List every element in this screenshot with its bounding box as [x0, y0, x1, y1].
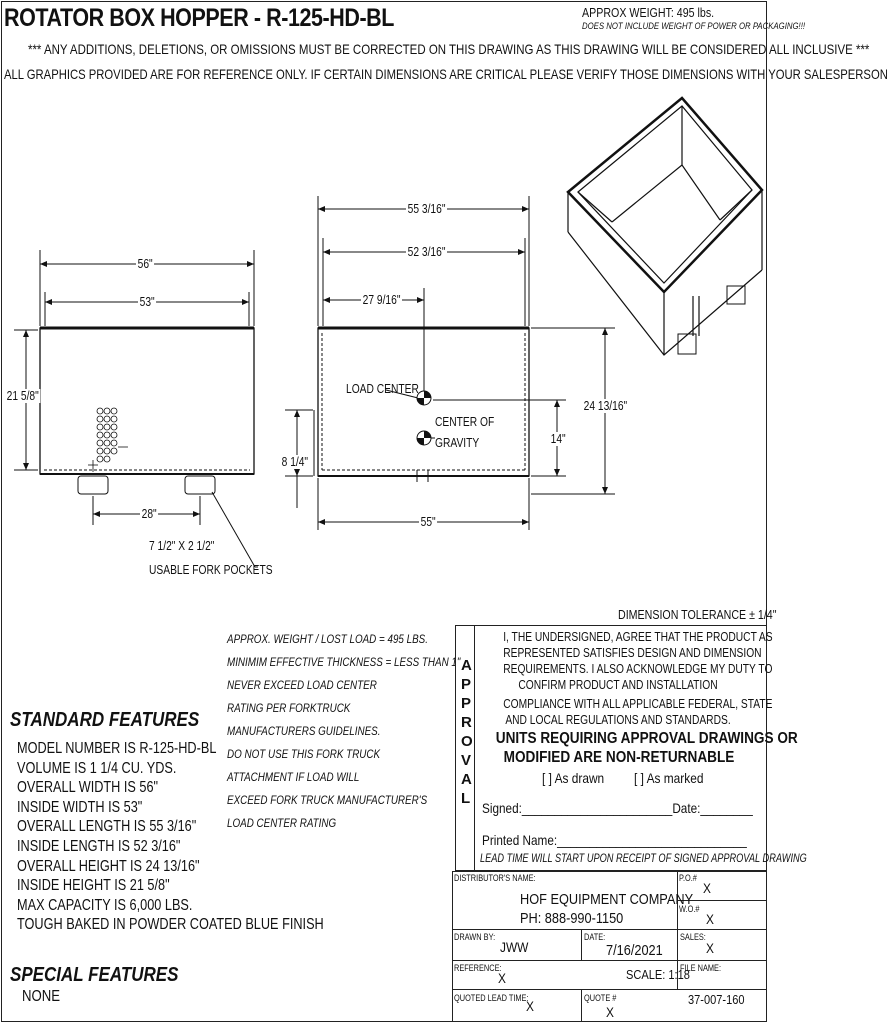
wo-label: W.O.# — [679, 904, 700, 914]
feature-item: VOLUME IS 1 1/4 CU. YDS. — [17, 759, 177, 777]
quote-label: QUOTE # — [584, 993, 617, 1003]
note-line: NEVER EXCEED LOAD CENTER — [227, 678, 377, 692]
feature-item: OVERALL HEIGHT IS 24 13/16" — [17, 857, 200, 875]
distributor-label: DISTRIBUTOR'S NAME: — [454, 873, 536, 883]
dim-overall-width: 56" — [137, 257, 153, 271]
dim-base-height: 8 1/4" — [281, 455, 309, 469]
special-features-heading: SPECIAL FEATURES — [10, 964, 179, 986]
fork-pocket-size: 7 1/2" X 2 1/2" — [149, 539, 215, 553]
quoted-lead-time-label: QUOTED LEAD TIME: — [454, 993, 529, 1003]
approval-letter: O — [461, 733, 473, 750]
special-features-value: NONE — [22, 988, 61, 1005]
po-label: P.O.# — [679, 873, 697, 883]
note-line: APPROX. WEIGHT / LOST LOAD = 495 LBS. — [227, 632, 428, 646]
quoted-lead-time-value: X — [526, 998, 534, 1014]
note-line: MINIMIM EFFECTIVE THICKNESS = LESS THAN 1" — [227, 655, 461, 669]
approx-weight: APPROX WEIGHT: 495 lbs. — [582, 5, 715, 20]
dim-pocket-spacing: 28" — [141, 507, 157, 521]
approval-letter: V — [461, 752, 472, 769]
as-drawn-checkbox[interactable]: [ ] As drawn — [542, 770, 605, 786]
feature-item: INSIDE LENGTH IS 52 3/16" — [17, 837, 181, 855]
note-line: LOAD CENTER RATING — [227, 816, 337, 830]
sales-label: SALES: — [680, 932, 706, 942]
feature-item: MAX CAPACITY IS 6,000 LBS. — [17, 896, 193, 914]
feature-item: OVERALL WIDTH IS 56" — [17, 779, 159, 797]
note-line: RATING PER FORKTRUCK — [227, 701, 351, 715]
sales-value: X — [706, 940, 714, 956]
inclusive-notice: *** ANY ADDITIONS, DELETIONS, OR OMISSIONS MUST BE CORRECTED ON THIS DRAWING AS THIS DRAWING WILL BE CONSIDERED ALL INCLUSIVE *** — [28, 41, 870, 57]
load-center-mark — [417, 391, 431, 405]
weight-note: DOES NOT INCLUDE WEIGHT OF POWER OR PACKAGING!!! — [582, 21, 806, 32]
signature-field[interactable]: Signed:_______________________Date:________ — [482, 800, 753, 816]
note-line: EXCEED FORK TRUCK MANUFACTURER'S — [227, 793, 428, 807]
approval-statement-line: I, THE UNDERSIGNED, AGREE THAT THE PRODUCT AS — [503, 630, 773, 644]
note-line: ATTACHMENT IF LOAD WILL — [227, 770, 360, 784]
distributor-phone: PH: 888-990-1150 — [520, 910, 624, 927]
note-line: MANUFACTURERS GUIDELINES. — [227, 724, 381, 738]
dim-base-length: 55" — [420, 515, 436, 529]
printed-name-field[interactable]: Printed Name:_____________________________ — [482, 832, 747, 848]
load-center-label: LOAD CENTER — [346, 382, 419, 396]
approval-letter: A — [461, 771, 472, 788]
as-marked-checkbox[interactable]: [ ] As marked — [634, 770, 704, 786]
approval-letter: P — [461, 695, 472, 712]
approval-statement-line: REQUIREMENTS. I ALSO ACKNOWLEDGE MY DUTY TO — [503, 662, 773, 676]
note-line: DO NOT USE THIS FORK TRUCK — [227, 747, 381, 761]
lead-time-note: LEAD TIME WILL START UPON RECEIPT OF SIGNED APPROVAL DRAWING — [480, 853, 807, 865]
drawing-title: ROTATOR BOX HOPPER - R-125-HD-BL — [4, 4, 394, 32]
approval-warning-line2: MODIFIED ARE NON-RETURNABLE — [503, 749, 735, 766]
feature-item: INSIDE HEIGHT IS 21 5/8" — [17, 877, 170, 895]
approval-letter: R — [461, 714, 472, 731]
cog-label-line1: CENTER OF — [435, 415, 495, 429]
scale-value: SCALE: 1:18 — [626, 967, 690, 982]
feature-item: INSIDE WIDTH IS 53" — [17, 798, 143, 816]
cog-label-line2: GRAVITY — [435, 436, 480, 450]
po-value: X — [703, 880, 711, 896]
quote-value: X — [606, 1004, 614, 1020]
dim-overall-length: 55 3/16" — [407, 202, 446, 216]
fork-pocket-label: USABLE FORK POCKETS — [149, 563, 273, 577]
dim-cog-height: 14" — [550, 432, 566, 446]
front-view-outline — [40, 328, 254, 494]
dimension-tolerance: DIMENSION TOLERANCE ± 1/4" — [618, 607, 777, 622]
dim-inside-width: 53" — [139, 295, 155, 309]
reference-value: X — [498, 970, 506, 986]
dim-inside-height: 21 5/8" — [6, 389, 39, 403]
approval-statement-line: AND LOCAL REGULATIONS AND STANDARDS. — [505, 713, 731, 727]
reference-label: REFERENCE: — [454, 963, 502, 973]
date-value: 7/16/2021 — [606, 942, 663, 959]
reference-notice: ALL GRAPHICS PROVIDED ARE FOR REFERENCE ONLY. IF CERTAIN DIMENSIONS ARE CRITICAL PLEASE VERIFY THOSE DIMENSIONS WITH YOUR SALESPERSON — [4, 66, 888, 82]
center-of-gravity-mark — [417, 431, 431, 445]
approval-statement-line: CONFIRM PRODUCT AND INSTALLATION — [518, 678, 718, 692]
file-name-value: 37-007-160 — [688, 992, 745, 1007]
dim-load-center-distance: 27 9/16" — [362, 293, 401, 307]
standard-features-heading: STANDARD FEATURES — [10, 709, 200, 731]
approval-statement-line: REPRESENTED SATISFIES DESIGN AND DIMENSION — [503, 646, 762, 660]
feature-item: MODEL NUMBER IS R-125-HD-BL — [17, 740, 217, 757]
approval-statement-line: COMPLIANCE WITH ALL APPLICABLE FEDERAL, STATE — [503, 697, 773, 711]
distributor-name: HOF EQUIPMENT COMPANY — [520, 891, 694, 908]
front-view-latch — [88, 408, 128, 472]
approval-letter: A — [461, 657, 472, 674]
date-label: DATE: — [584, 932, 606, 942]
feature-item: TOUGH BAKED IN POWDER COATED BLUE FINISH — [17, 916, 324, 934]
approval-warning-line1: UNITS REQUIRING APPROVAL DRAWINGS OR — [495, 730, 798, 747]
feature-item: OVERALL LENGTH IS 55 3/16" — [17, 818, 197, 836]
approval-letter: L — [461, 790, 471, 807]
dim-inside-length: 52 3/16" — [407, 245, 446, 259]
drawn-by-label: DRAWN BY: — [454, 932, 496, 942]
standard-features-list — [17, 740, 391, 936]
drawn-by-value: JWW — [500, 939, 529, 955]
file-name-label: FILE NAME: — [680, 963, 722, 973]
dim-overall-height: 24 13/16" — [583, 399, 628, 413]
approval-letter: P — [461, 676, 472, 693]
wo-value: X — [706, 911, 714, 927]
isometric-view — [568, 98, 762, 355]
